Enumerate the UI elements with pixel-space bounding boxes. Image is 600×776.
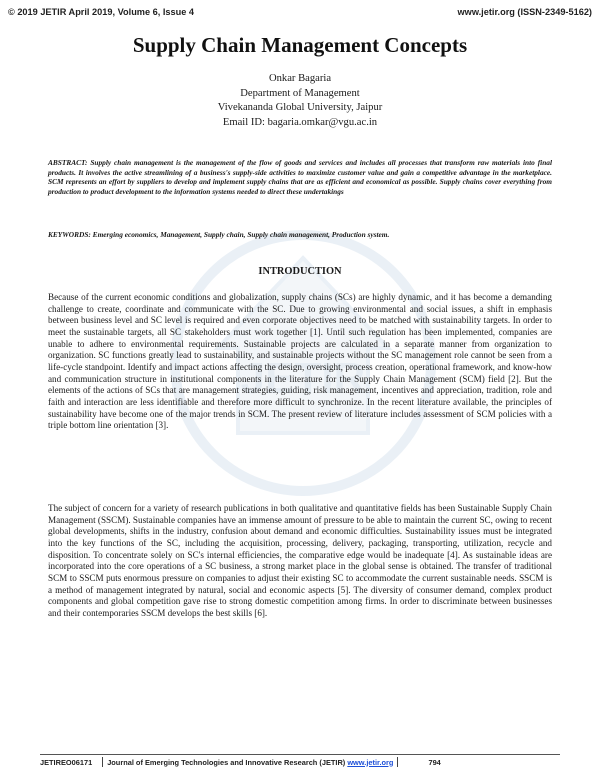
running-header: [8, 7, 592, 17]
header-left: © 2019 JETIR April 2019, Volume 6, Issue 4: [8, 7, 195, 17]
footer-journal: [107, 758, 393, 767]
footer-separator-2: [397, 757, 398, 767]
footer-page-number: 794: [428, 757, 441, 767]
author-block: [0, 72, 600, 130]
footer-paper-id: JETIREO06171: [40, 757, 93, 767]
header-right: www.jetir.org (ISSN-2349-5162): [457, 7, 592, 17]
paper-title: Supply Chain Management Concepts: [132, 33, 468, 57]
page-footer: [40, 754, 560, 767]
footer-journal-name: Journal of Emerging Technologies and Innovative Research (JETIR): [107, 757, 346, 767]
body-paragraph-2: The subject of concern for a variety of research publications in both qualitative and quantitative fields has been Sustainable Supply Chain Management (SSCM). Sustainable companies have an immense amount of pressure to be able to maintain the current SC, owing to recent global developments, shifts in the industry, confusion about demand and economic difficulties. Sustainability issues must be integrated into the key functions of the SC, including the acquisition, processing, delivery, packaging, transporting, utilization, recycle and disposition. To concentrate solely on SC's internal efficiencies, the comparative edge would be inadequate [4]. As sustainable ideas are incorporated into the core operations of a SC business, a strong market place in the global sense is obtained. The transfer of traditional SCM to SSCM puts enormous pressure on companies to adjust their existing SC to accommodate the current sustainable needs. SSCM is a method of management integrated by natural, social and economic aspects [5]. The diversity of consumer demand, complex product components and global competition gave rise to strong domestic competition among firms. In order to discriminate between businesses and their contemporaries SSCM develops the best skills [6].: [48, 503, 552, 618]
footer-separator: [102, 757, 103, 767]
body-paragraph-1: Because of the current economic conditions and globalization, supply chains (SCs) are highly dynamic, and it has become a demanding challenge to create, coordinate and communicate with the SC. Due to growing environmental and social issues, a shift in emphasis between business level and SC level is required and even corporate objectives need to be matched with sustainability targets. In order to meet the sustainable targets, all SC stakeholders must work together [1]. Until such regulation has been implemented, companies are unable to adhere to environmental requirements. Sustainable projects are calculated in a separate manner from organization to organization. SC functions greatly lead to sustainability, and sustainable projects without the SC management role cannot be seen from a life-cycle standpoint. Identify and impact actions affecting the design, oversight, process creation, operational framework, and know-how and communication structure in institutional components in the literature for the Supply Chain Management (SCM) field [2]. But the elements of the actions of SCs that are management strategies, guiding, risk management, incentives and appreciation, tradition, role and faith and interaction are less identifiable and therefore more difficult to synchronize. In the recent literature available, the principles of sustainability have become one of the major trends in SCM. The present review of literature includes assessment of SCM policies with a triple bottom line orientation [3].: [48, 292, 552, 431]
author-department: Department of Management: [240, 87, 360, 99]
author-university: Vivekananda Global University, Jaipur: [217, 102, 383, 114]
section-heading-introduction: INTRODUCTION: [258, 266, 342, 277]
author-email: Email ID: bagaria.omkar@vgu.ac.in: [222, 116, 378, 128]
watermark-text: JETIR: [240, 354, 366, 403]
author-name: Onkar Bagaria: [268, 73, 332, 84]
keywords: KEYWORDS: Emerging economics, Management, Supply chain, Supply chain management, Production system.: [48, 230, 390, 239]
abstract: ABSTRACT: Supply chain management is the management of the flow of goods and services and includes all processes that transform raw materials into final products. It involves the active streamlining of a business's supply-side activities to maximize customer value and gain a competitive advantage in the marketplace. SCM represents an effort by suppliers to develop and implement supply chains that are as efficient and economical as possible. Supply chains cover everything from production to product development to the information systems needed to direct these undertakings: [48, 158, 552, 197]
footer-journal-link[interactable]: www.jetir.org: [347, 757, 394, 767]
